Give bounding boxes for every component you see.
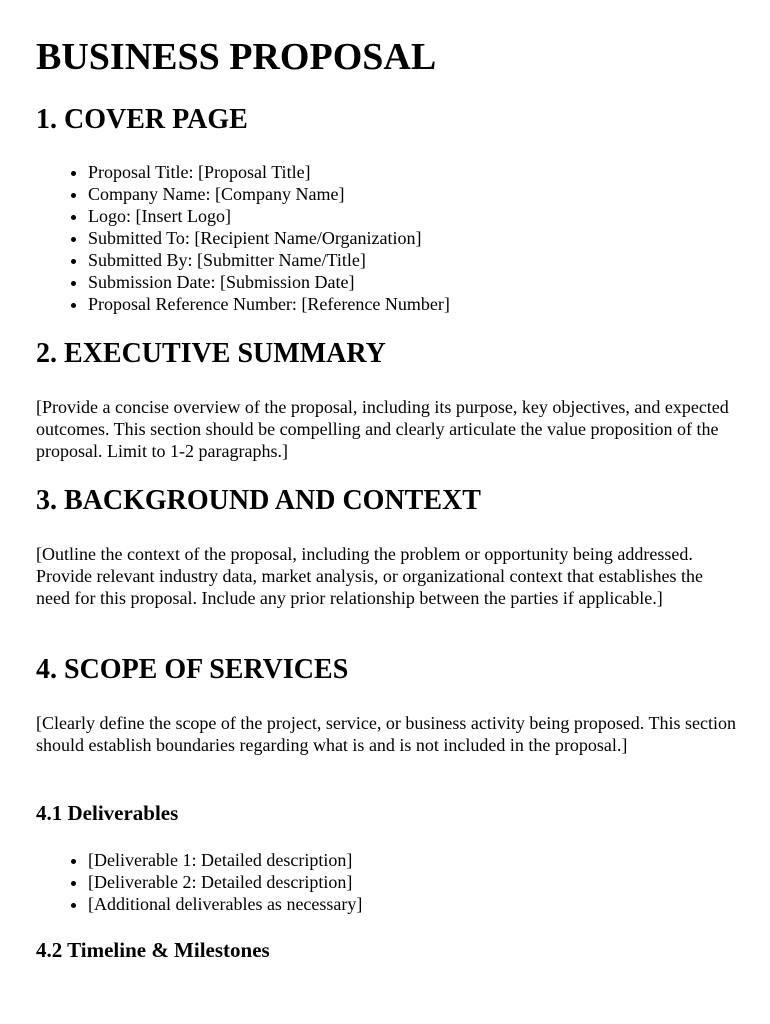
list-item: • Logo: [Insert Logo]: [88, 205, 450, 227]
list-item: • [Deliverable 1: Detailed description]: [88, 849, 362, 871]
list-item: • [Additional deliverables as necessary]: [88, 893, 362, 915]
section-heading-scope: 4. SCOPE OF SERVICES: [36, 654, 349, 685]
background-paragraph: [Outline the context of the proposal, including the problem or opportunity being addressed. Provide relevant industry data, market analysis, or organizational context that establishes the need for this proposal. Include any prior relationship between the parties if applicable.]: [36, 544, 703, 608]
executive-summary-paragraph: [Provide a concise overview of the proposal, including its purpose, key objectives, and expected outcomes. This section should be compelling and clearly articulate the value proposition of the proposal. Limit to 1-2 paragraphs.]: [36, 397, 729, 461]
subsection-heading-timeline: 4.2 Timeline & Milestones: [36, 938, 270, 962]
section-heading-executive-summary: 2. EXECUTIVE SUMMARY: [36, 338, 386, 369]
list-item: • Submission Date: [Submission Date]: [88, 271, 450, 293]
list-item: • Proposal Title: [Proposal Title]: [88, 161, 450, 183]
list-item: • Submitted By: [Submitter Name/Title]: [88, 249, 450, 271]
document-title: BUSINESS PROPOSAL: [36, 36, 437, 78]
list-item: • Company Name: [Company Name]: [88, 183, 450, 205]
scope-paragraph: [Clearly define the scope of the project, service, or business activity being proposed. This section should establish boundaries regarding what is and is not included in the proposal.]: [36, 713, 736, 755]
list-item: • [Deliverable 2: Detailed description]: [88, 871, 362, 893]
deliverables-list: [36, 849, 362, 915]
section-heading-cover-page: 1. COVER PAGE: [36, 104, 248, 135]
cover-page-list: [36, 161, 450, 315]
list-item: • Proposal Reference Number: [Reference Number]: [88, 293, 450, 315]
section-heading-background: 3. BACKGROUND AND CONTEXT: [36, 485, 481, 516]
subsection-heading-deliverables: 4.1 Deliverables: [36, 801, 179, 825]
list-item: • Submitted To: [Recipient Name/Organization]: [88, 227, 450, 249]
